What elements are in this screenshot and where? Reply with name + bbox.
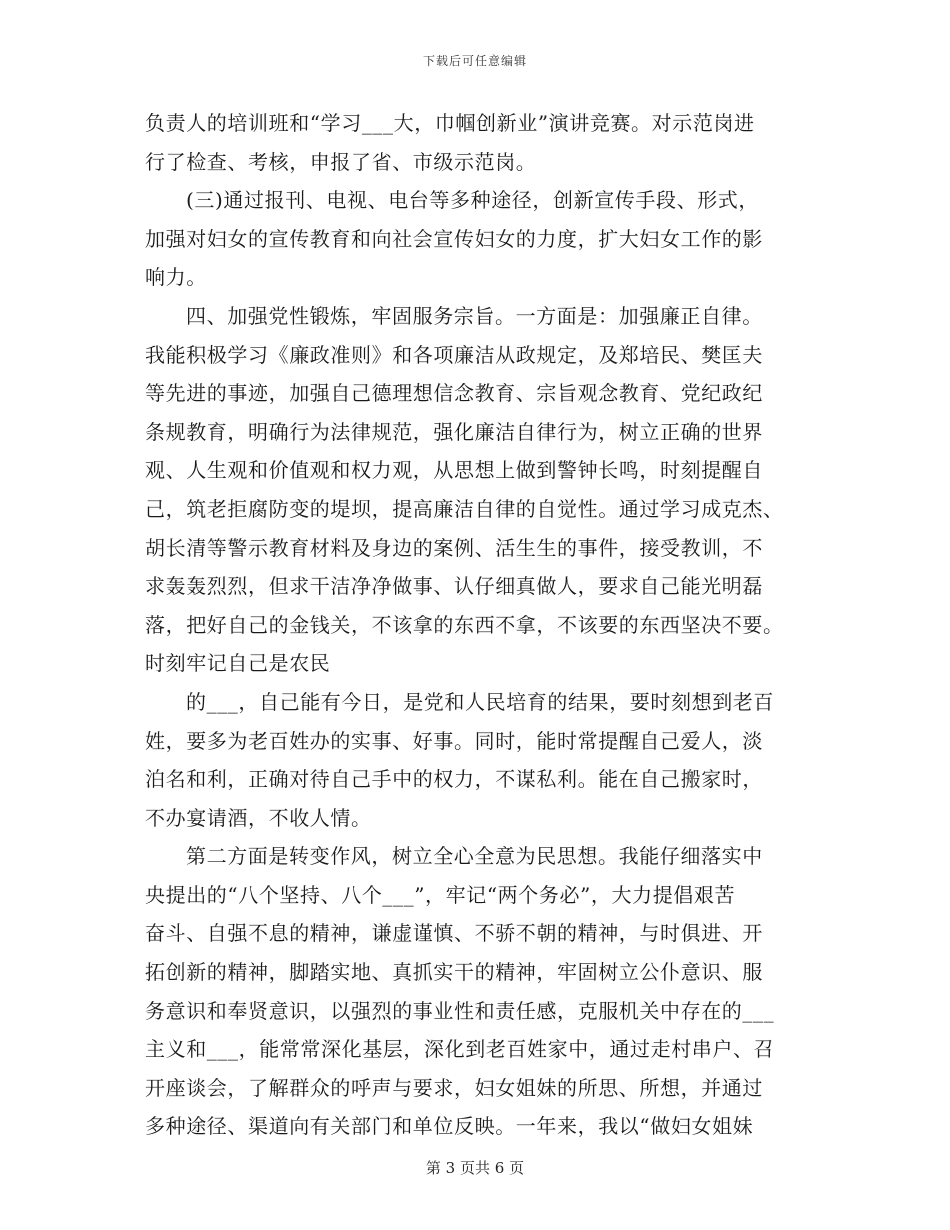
- page-header: 下载后可任意编辑: [422, 54, 527, 68]
- text-line: 我能积极学习《廉政准则》和各项廉洁从政规定，及郑培民、樊匡夫: [145, 342, 763, 367]
- text-line: 多种途径、渠道向有关部门和单位反映。一年来，我以“做妇女姐妹: [145, 1114, 754, 1139]
- text-line: 响力。: [145, 265, 207, 290]
- text-line: 负责人的培训班和“学习___大，巾帼创新业”演讲竞赛。对示范岗进: [145, 111, 755, 135]
- text-line: 己，筑老拒腐防变的堤坝，提高廉洁自律的自觉性。通过学习成克杰、: [145, 496, 784, 521]
- text-line: 奋斗、自强不息的精神，谦虚谨慎、不骄不朝的精神，与时俱进、开: [145, 921, 763, 946]
- text-line: 务意识和奉贤意识，以强烈的事业性和责任感，克服机关中存在的___: [145, 998, 775, 1023]
- text-line: 行了检查、考核，申报了省、市级示范岗。: [145, 149, 537, 174]
- text-line: 拓创新的精神，脚踏实地、真抓实干的精神，牢固树立公仆意识、服: [145, 960, 763, 985]
- text-line: 落，把好自己的金钱关，不该拿的东西不拿，不该要的东西坚决不要。: [145, 612, 784, 637]
- page-footer: 第 3 页共 6 页: [425, 1159, 525, 1177]
- text-line: 四、加强党性锻炼，牢固服务宗旨。一方面是：加强廉正自律。: [186, 303, 763, 328]
- text-line: 姓，要多为老百姓办的实事、好事。同时，能时常提醒自己爱人，淡: [145, 728, 763, 753]
- text-line: 不办宴请酒，不收人情。: [145, 805, 372, 830]
- text-line: 第二方面是转变作风，树立全心全意为民思想。我能仔细落实中: [186, 844, 763, 869]
- text-line: 泊名和利，正确对待自己手中的权力，不谋私利。能在自己搬家时，: [145, 767, 763, 792]
- text-line: 开座谈会，了解群众的呼声与要求，妇女姐妹的所思、所想，并通过: [145, 1075, 763, 1100]
- text-line: 求轰轰烈烈，但求干洁净净做事、认仔细真做人，要求自己能光明磊: [145, 574, 763, 599]
- text-line: 的___，自己能有今日，是党和人民培育的结果，要时刻想到老百: [186, 689, 774, 714]
- document-body: [145, 104, 805, 1146]
- text-line: 条规教育，明确行为法律规范，强化廉洁自律行为，树立正确的世界: [145, 419, 763, 444]
- text-line: 等先进的事迹，加强自己德理想信念教育、宗旨观念教育、党纪政纪: [145, 381, 763, 406]
- text-line: 观、人生观和价值观和权力观，从思想上做到警钟长鸣，时刻提醒自: [145, 458, 763, 483]
- text-line: 胡长清等警示教育材料及身边的案例、活生生的事件，接受教训，不: [145, 535, 763, 560]
- text-line: 主义和___，能常常深化基层，深化到老百姓家中，通过走村串户、召: [145, 1037, 775, 1062]
- text-line: 加强对妇女的宣传教育和向社会宣传妇女的力度，扩大妇女工作的影: [145, 226, 763, 251]
- text-line: 央提出的“八个坚持、八个___”，牢记“两个务必”，大力提倡艰苦: [145, 882, 736, 907]
- text-line: (三)通过报刊、电视、电台等多种途径，创新宣传手段、形式，: [186, 188, 760, 213]
- text-line: 时刻牢记自己是农民: [145, 651, 331, 676]
